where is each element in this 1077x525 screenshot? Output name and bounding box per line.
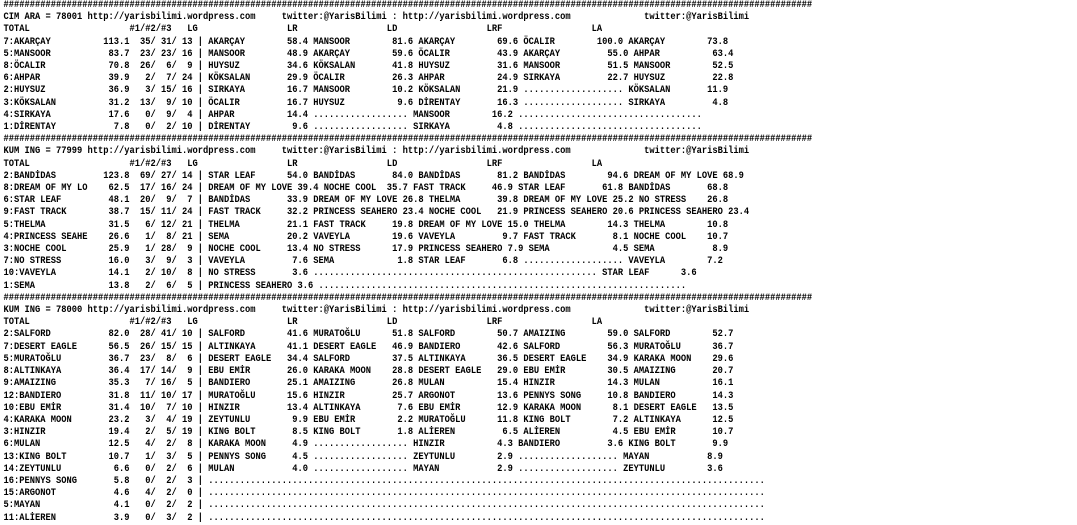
data-row: 8:DREAM OF MY LO 62.5 17/ 16/ 24 | DREAM OF MY LOVE 39.4 NOCHE COOL 35.7 FAST TRACK 46.9 STAR LEAF 61.8 BANDİDAS 68.8: [3, 183, 729, 195]
data-row: 11:ALİEREN 3.9 0/ 3/ 2 | ..........................................................................................................: [3, 512, 765, 524]
data-row: 2:SALFORD 82.0 28/ 41/ 10 | SALFORD 41.6 MURATOĞLU 51.8 SALFORD 50.7 AMAIZING 59.0 SALFORD 52.7: [3, 329, 734, 341]
data-row: 5:MURATOĞLU 36.7 23/ 8/ 6 | DESERT EAGLE 34.4 SALFORD 37.5 ALTINKAYA 36.5 DESERT EAGLE 34.9 KARAKA MOON 29.6: [3, 353, 734, 365]
data-row: 5:MANSOOR 83.7 23/ 23/ 16 | MANSOOR 48.9 AKARÇAY 59.6 ÖCALIR 43.9 AKARÇAY 55.0 AHPAR 63.4: [3, 48, 734, 60]
data-row: 7:DESERT EAGLE 56.5 26/ 15/ 15 | ALTINKAYA 41.1 DESERT EAGLE 46.9 BANDIERO 42.6 SALFORD 56.3 MURATOĞLU 36.7: [3, 341, 734, 353]
column-header-row: TOTAL #1/#2/#3 LG LR LD LRF LA: [3, 158, 603, 170]
section-divider: ##########################################################################################################################################################: [3, 0, 813, 11]
data-row: 1:SEMA 13.8 2/ 6/ 5 | PRINCESS SEAHERO 3.6 ......................................................................: [3, 280, 687, 292]
data-row: 9:FAST TRACK 38.7 15/ 11/ 24 | FAST TRACK 32.2 PRINCESS SEAHERO 23.4 NOCHE COOL 21.9 PRINCESS SEAHERO 20.6 PRINCESS SEAHERO 23.4: [3, 207, 750, 219]
race-header-line: CIM ARA = 78001 http://yarisbilimi.wordpress.com twitter:@YarisBilimi : http://yarisbilimi.wordpress.com twitter:@YarisBilimi: [3, 12, 750, 24]
section-divider: ##########################################################################################################################################################: [3, 292, 813, 304]
data-row: 15:ARGONOT 4.6 4/ 2/ 0 | ..........................................................................................................: [3, 488, 765, 500]
data-row: 5:MAYAN 4.1 0/ 2/ 2 | ..........................................................................................................: [3, 500, 765, 512]
data-row: 6:AHPAR 39.9 2/ 7/ 24 | KÖKSALAN 29.9 ÖCALIR 26.3 AHPAR 24.9 SIRKAYA 22.7 HUYSUZ 22.8: [3, 73, 734, 85]
data-row: 6:MULAN 12.5 4/ 2/ 8 | KARAKA MOON 4.9 .................. HINZIR 4.3 BANDIERO 3.6 KING BOLT 9.9: [3, 439, 729, 451]
column-header-row: TOTAL #1/#2/#3 LG LR LD LRF LA: [3, 317, 603, 329]
data-row: 4:KARAKA MOON 23.2 3/ 4/ 19 | ZEYTUNLU 9.9 EBU EMİR 2.2 MURATOĞLU 11.8 KING BOLT 7.2 ALTINKAYA 12.5: [3, 414, 734, 426]
data-row: 13:KING BOLT 10.7 1/ 3/ 5 | PENNYS SONG 4.5 .................. ZEYTUNLU 2.9 ................... MAYAN 8.9: [3, 451, 723, 463]
data-row: 16:PENNYS SONG 5.8 0/ 2/ 3 | ..........................................................................................................: [3, 475, 765, 487]
data-row: 9:AMAIZING 35.3 7/ 16/ 5 | BANDIERO 25.1 AMAIZING 26.8 MULAN 15.4 HINZIR 14.3 MULAN 16.1: [3, 378, 734, 390]
data-row: 1:DİRENTAY 7.8 0/ 2/ 10 | DİRENTAY 9.6 .................. SIRKAYA 4.8 ...................................: [3, 122, 702, 134]
data-row: 8:ALTINKAYA 36.4 17/ 14/ 9 | EBU EMİR 26.0 KARAKA MOON 28.8 DESERT EAGLE 29.0 EBU EMİR 30.5 AMAIZING 20.7: [3, 366, 734, 378]
data-row: 4:PRINCESS SEAHE 26.6 1/ 8/ 21 | SEMA 20.2 VAVEYLA 19.6 VAVEYLA 9.7 FAST TRACK 8.1 NOCHE COOL 10.7: [3, 231, 729, 243]
data-row: 7:NO STRESS 16.0 3/ 9/ 3 | VAVEYLA 7.6 SEMA 1.8 STAR LEAF 6.8 ................... VAVEYLA 7.2: [3, 256, 723, 268]
column-header-row: TOTAL #1/#2/#3 LG LR LD LRF LA: [3, 24, 603, 36]
data-row: 3:KÖKSALAN 31.2 13/ 9/ 10 | ÖCALIR 16.7 HUYSUZ 9.6 DİRENTAY 16.3 ................... SIRKAYA 4.8: [3, 97, 729, 109]
data-row: 12:BANDIERO 31.8 11/ 10/ 17 | MURATOĞLU 15.6 HINZIR 25.7 ARGONOT 13.6 PENNYS SONG 10.8 BANDIERO 14.3: [3, 390, 734, 402]
data-row: 8:ÖCALIR 70.8 26/ 6/ 9 | HUYSUZ 34.6 KÖKSALAN 41.8 HUYSUZ 31.6 MANSOOR 51.5 MANSOOR 52.5: [3, 61, 734, 73]
data-row: 3:NOCHE COOL 25.9 1/ 28/ 9 | NOCHE COOL 13.4 NO STRESS 17.9 PRINCESS SEAHERO 7.9 SEMA 4.5 SEMA 8.9: [3, 244, 729, 256]
race-header-line: KUM ING = 77999 http://yarisbilimi.wordpress.com twitter:@YarisBilimi : http://yarisbilimi.wordpress.com twitter:@YarisBilimi: [3, 146, 750, 158]
data-row: 5:THELMA 31.5 6/ 12/ 21 | THELMA 21.1 FAST TRACK 19.8 DREAM OF MY LOVE 15.0 THELMA 14.3 THELMA 10.8: [3, 219, 729, 231]
data-row: 7:AKARÇAY 113.1 35/ 31/ 13 | AKARÇAY 58.4 MANSOOR 81.6 AKARÇAY 69.6 ÖCALIR 100.0 AKARÇAY 73.8: [3, 36, 729, 48]
data-row: 6:STAR LEAF 48.1 20/ 9/ 7 | BANDİDAS 33.9 DREAM OF MY LOVE 26.8 THELMA 39.8 DREAM OF MY LOVE 25.2 NO STRESS 26.8: [3, 195, 729, 207]
data-row: 3:HINZIR 19.4 2/ 5/ 19 | KING BOLT 8.5 KING BOLT 1.8 ALİEREN 6.5 ALİEREN 4.5 EBU EMİR 10.7: [3, 427, 734, 439]
section-divider: ##########################################################################################################################################################: [3, 134, 813, 146]
data-row: 2:HUYSUZ 36.9 3/ 15/ 16 | SIRKAYA 16.7 MANSOOR 10.2 KÖKSALAN 21.9 ................... KÖKSALAN 11.9: [3, 85, 729, 97]
data-row: 2:BANDİDAS 123.8 69/ 27/ 14 | STAR LEAF 54.0 BANDİDAS 84.0 BANDİDAS 81.2 BANDİDAS 94.6 DREAM OF MY LOVE 68.9: [3, 170, 744, 182]
data-row: 10:EBU EMİR 31.4 10/ 7/ 10 | HINZIR 13.4 ALTINKAYA 7.6 EBU EMİR 12.9 KARAKA MOON 8.1 DESERT EAGLE 13.5: [3, 402, 734, 414]
data-row: 14:ZEYTUNLU 6.6 0/ 2/ 6 | MULAN 4.0 .................. MAYAN 2.9 ................... ZEYTUNLU 3.6: [3, 463, 723, 475]
data-row: 10:VAVEYLA 14.1 2/ 10/ 8 | NO STRESS 3.6 ...................................................... STAR LEAF 3.6: [3, 268, 697, 280]
race-header-line: KUM ING = 78000 http://yarisbilimi.wordpress.com twitter:@YarisBilimi : http://yarisbilimi.wordpress.com twitter:@YarisBilimi: [3, 305, 750, 317]
data-row: 4:SIRKAYA 17.6 0/ 9/ 4 | AHPAR 14.4 .................. MANSOOR 16.2 ...................................: [3, 109, 702, 121]
